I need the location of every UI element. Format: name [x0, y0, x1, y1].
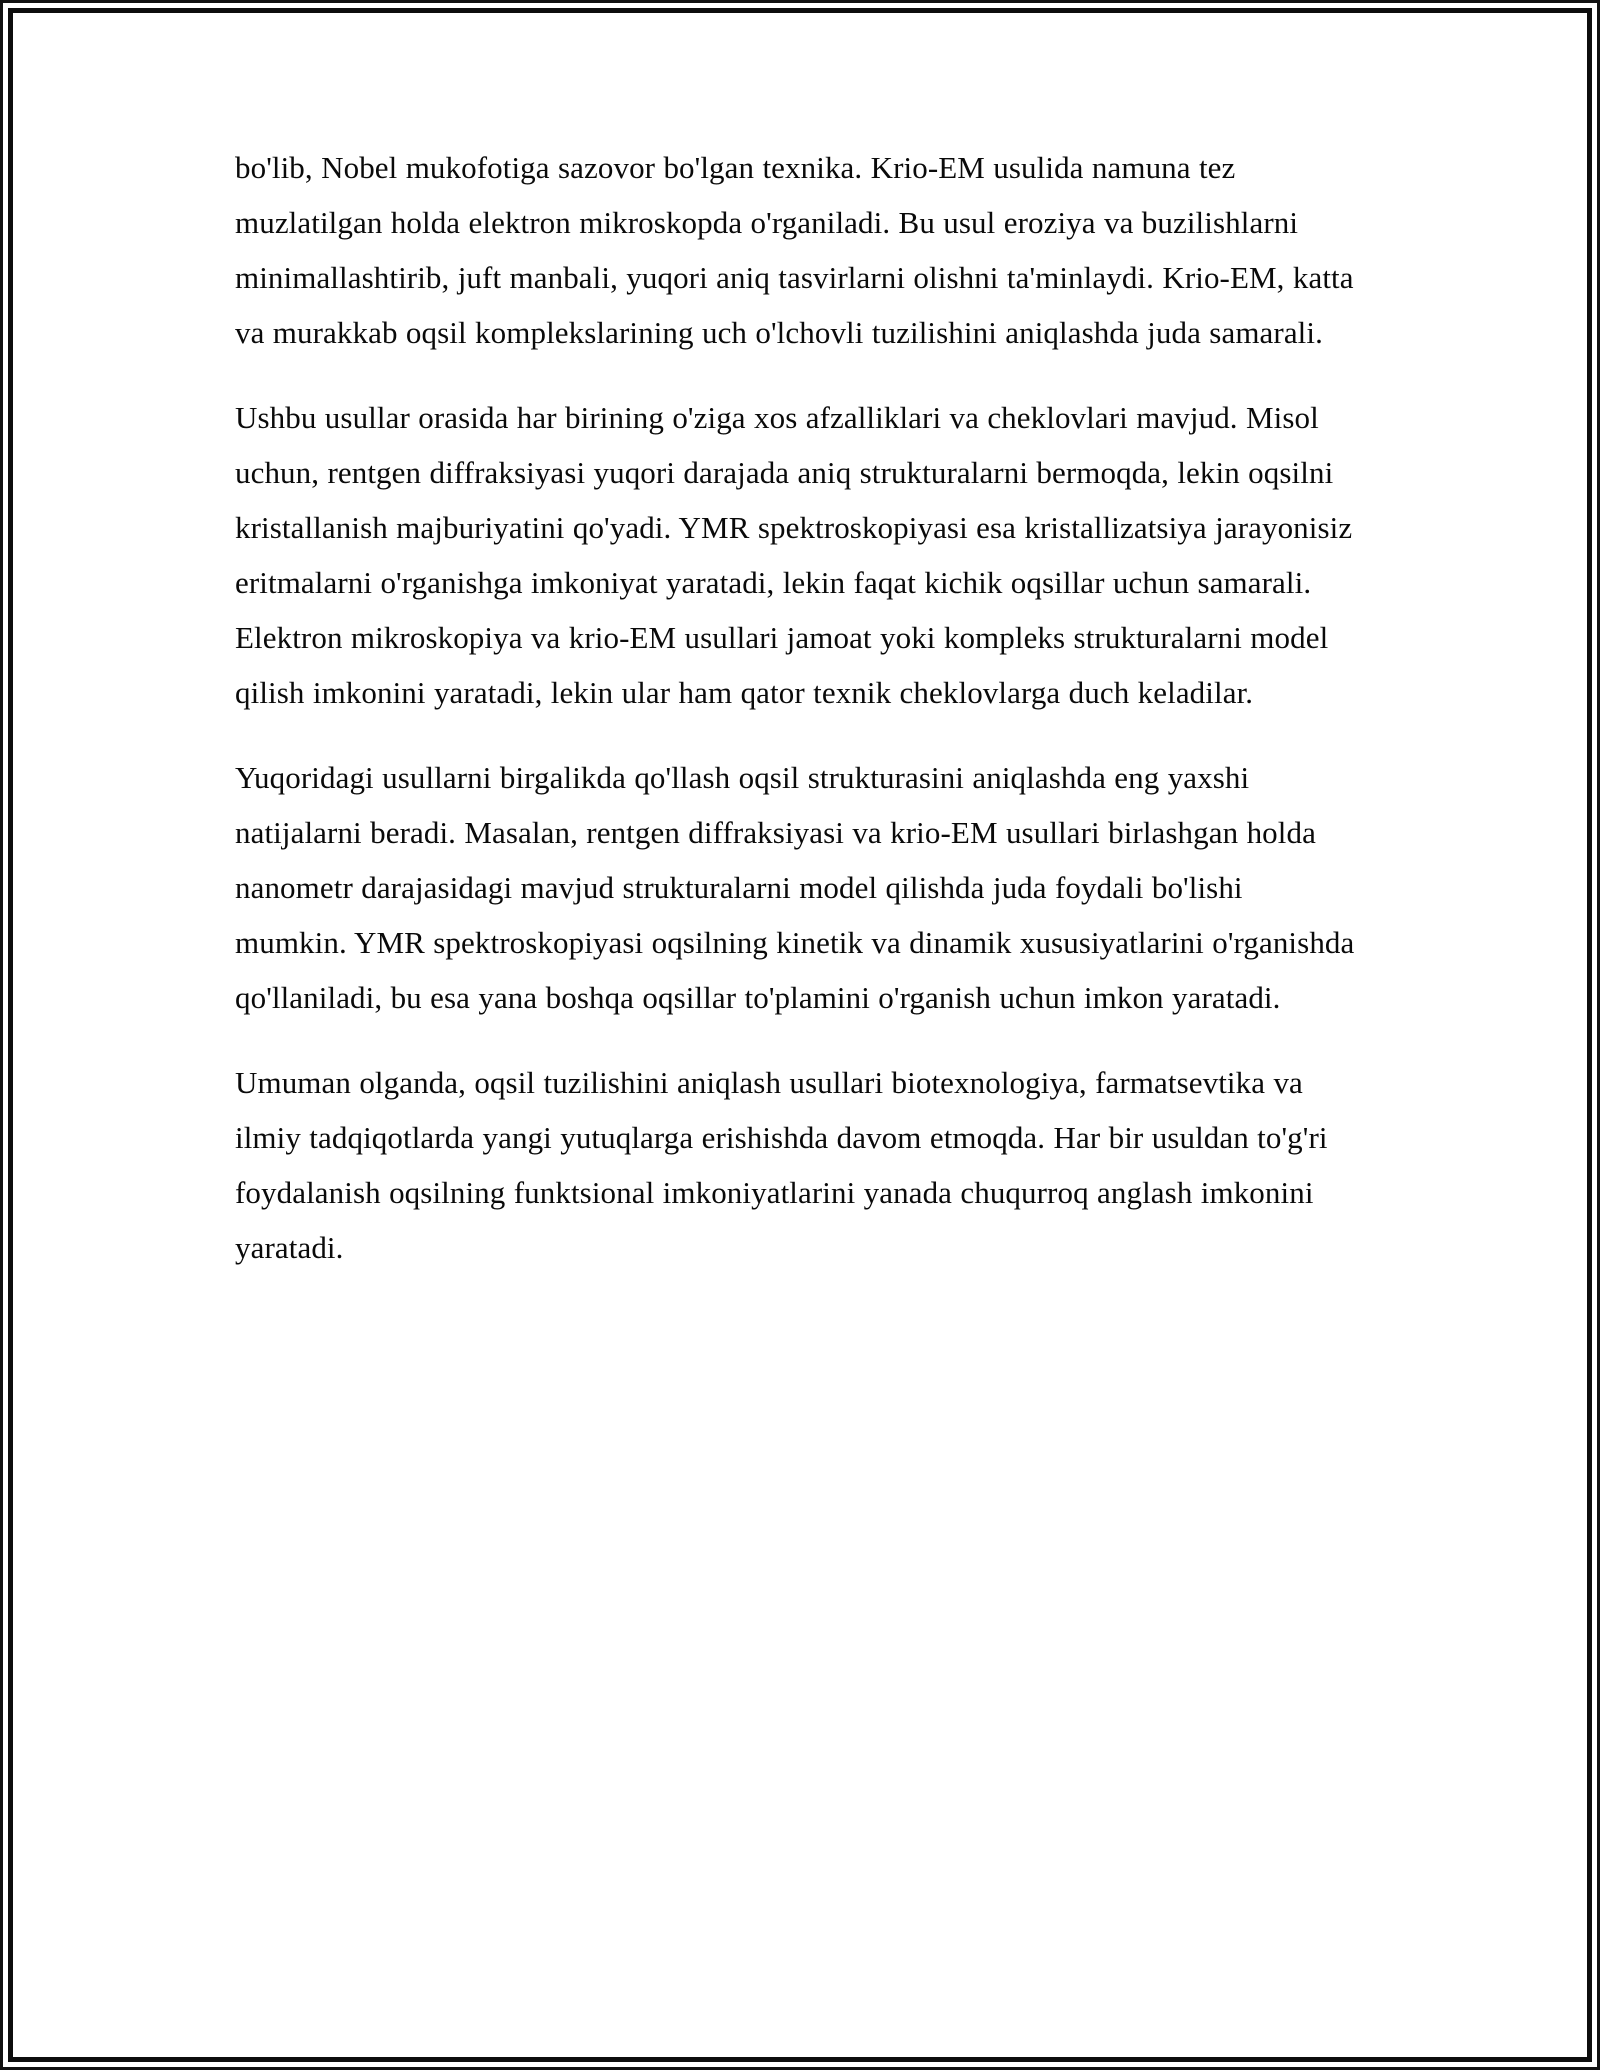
body-paragraph: Yuqoridagi usullarni birgalikda qo'llash oqsil strukturasini aniqlashda eng yaxshi natijalarni beradi. Masalan, rentgen diffraksiyasi va krio-EM usullari birlashgan holda nanometr darajasidagi mavjud strukturalarni model qilishda juda foydali bo'lishi mumkin. YMR spektroskopiyasi oqsilning kinetik va dinamik xususiyatlarini o'rganishda qo'llaniladi, bu esa yana boshqa oqsillar to'plamini o'rganish uchun imkon yaratadi.	[235, 760, 1355, 1015]
body-paragraph: Umuman olganda, oqsil tuzilishini aniqlash usullari biotexnologiya, farmatsevtika va ilmiy tadqiqotlarda yangi yutuqlarga erishishda davom etmoqda. Har bir usuldan to'g'ri foydalanish oqsilning funktsional imkoniyatlarini yanada chuqurroq anglash imkonini yaratadi.	[235, 1065, 1328, 1265]
body-paragraph: bo'lib, Nobel mukofotiga sazovor bo'lgan texnika. Krio-EM usulida namuna tez muzlatilgan holda elektron mikroskopda o'rganiladi. Bu usul eroziya va buzilishlarni minimallashtirib, juft manbali, yuqori aniq tasvirlarni olishni ta'minlaydi. Krio-EM, katta va murakkab oqsil komplekslarining uch o'lchovli tuzilishini aniqlashda juda samarali.	[235, 150, 1354, 350]
body-paragraph: Ushbu usullar orasida har birining o'ziga xos afzalliklari va cheklovlari mavjud. Misol uchun, rentgen diffraksiyasi yuqori darajada aniq strukturalarni bermoqda, lekin oqsilni kristallanish majburiyatini qo'yadi. YMR spektroskopiyasi esa kristallizatsiya jarayonisiz eritmalarni o'rganishga imkoniyat yaratadi, lekin faqat kichik oqsillar uchun samarali. Elektron mikroskopiya va krio-EM usullari jamoat yoki kompleks strukturalarni model qilish imkonini yaratadi, lekin ular ham qator texnik cheklovlarga duch keladilar.	[235, 400, 1353, 710]
document-body	[235, 140, 1360, 1275]
